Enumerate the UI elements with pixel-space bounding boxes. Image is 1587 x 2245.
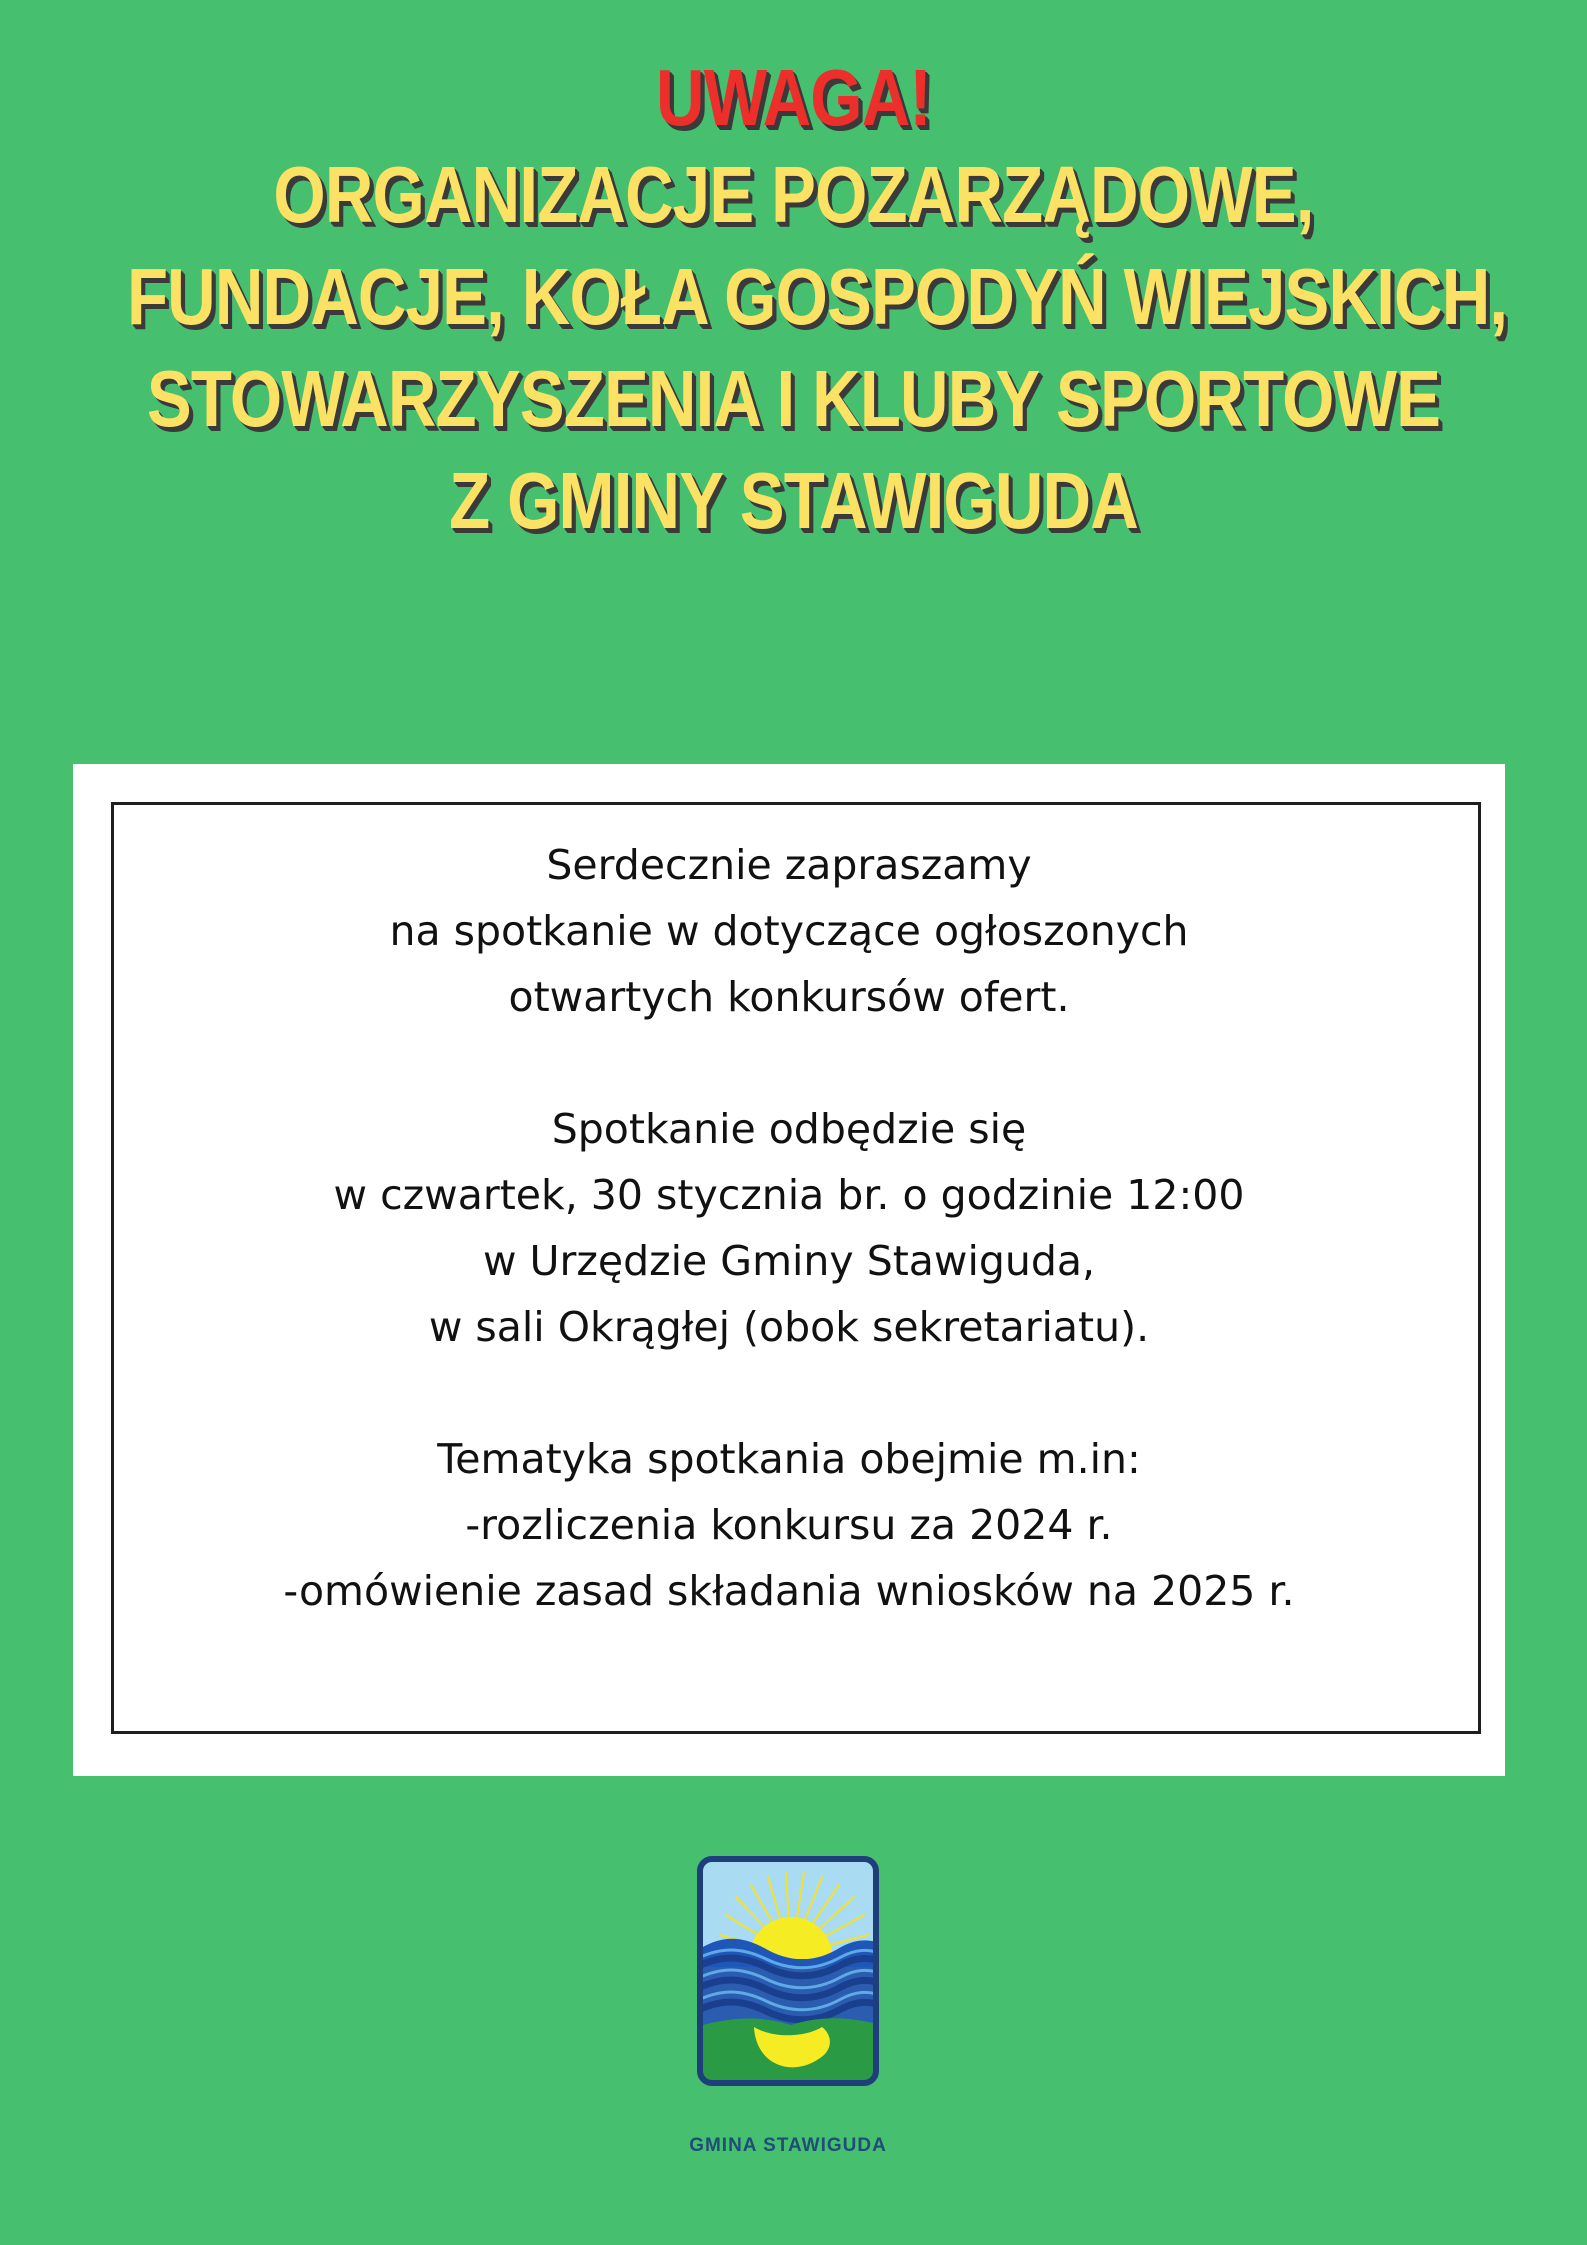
meeting-line-4: w sali Okrągłej (obok sekretariatu). — [428, 1303, 1150, 1351]
headline-line-3: STOWARZYSZENIA I KLUBY SPORTOWE — [146, 354, 1441, 443]
topics-line-1: Tematyka spotkania obejmie m.in: — [437, 1435, 1141, 1483]
headline-line-4: Z GMINY STAWIGUDA — [449, 456, 1138, 545]
paragraph-gap — [73, 1360, 1505, 1426]
headline-line-1: ORGANIZACJE POZARZĄDOWE, — [273, 150, 1314, 239]
intro-line-1: Serdecznie zapraszamy — [546, 841, 1032, 889]
invitation-text — [73, 832, 1505, 1624]
topics-line-3: -omówienie zasad składania wniosków na 2025 r. — [283, 1567, 1295, 1615]
logo-caption: GMINA STAWIGUDA — [689, 2135, 887, 2156]
headline-line-2: FUNDACJE, KOŁA GOSPODYŃ WIEJSKICH, — [126, 252, 1508, 341]
topics-line-2: -rozliczenia konkursu za 2024 r. — [465, 1501, 1113, 1549]
intro-line-2: na spotkanie w dotyczące ogłoszonych — [389, 907, 1189, 955]
invitation-card — [73, 764, 1505, 1776]
paragraph-gap — [73, 1030, 1505, 1096]
warning-title: UWAGA! — [656, 53, 931, 142]
headline — [0, 52, 1587, 552]
meeting-line-3: w Urzędzie Gminy Stawiguda, — [482, 1237, 1096, 1285]
meeting-line-2: w czwartek, 30 stycznia br. o godzinie 12:00 — [333, 1171, 1245, 1219]
intro-line-3: otwartych konkursów ofert. — [508, 973, 1070, 1021]
meeting-line-1: Spotkanie odbędzie się — [551, 1105, 1027, 1153]
gmina-stawiguda-emblem-icon — [696, 1855, 880, 2087]
